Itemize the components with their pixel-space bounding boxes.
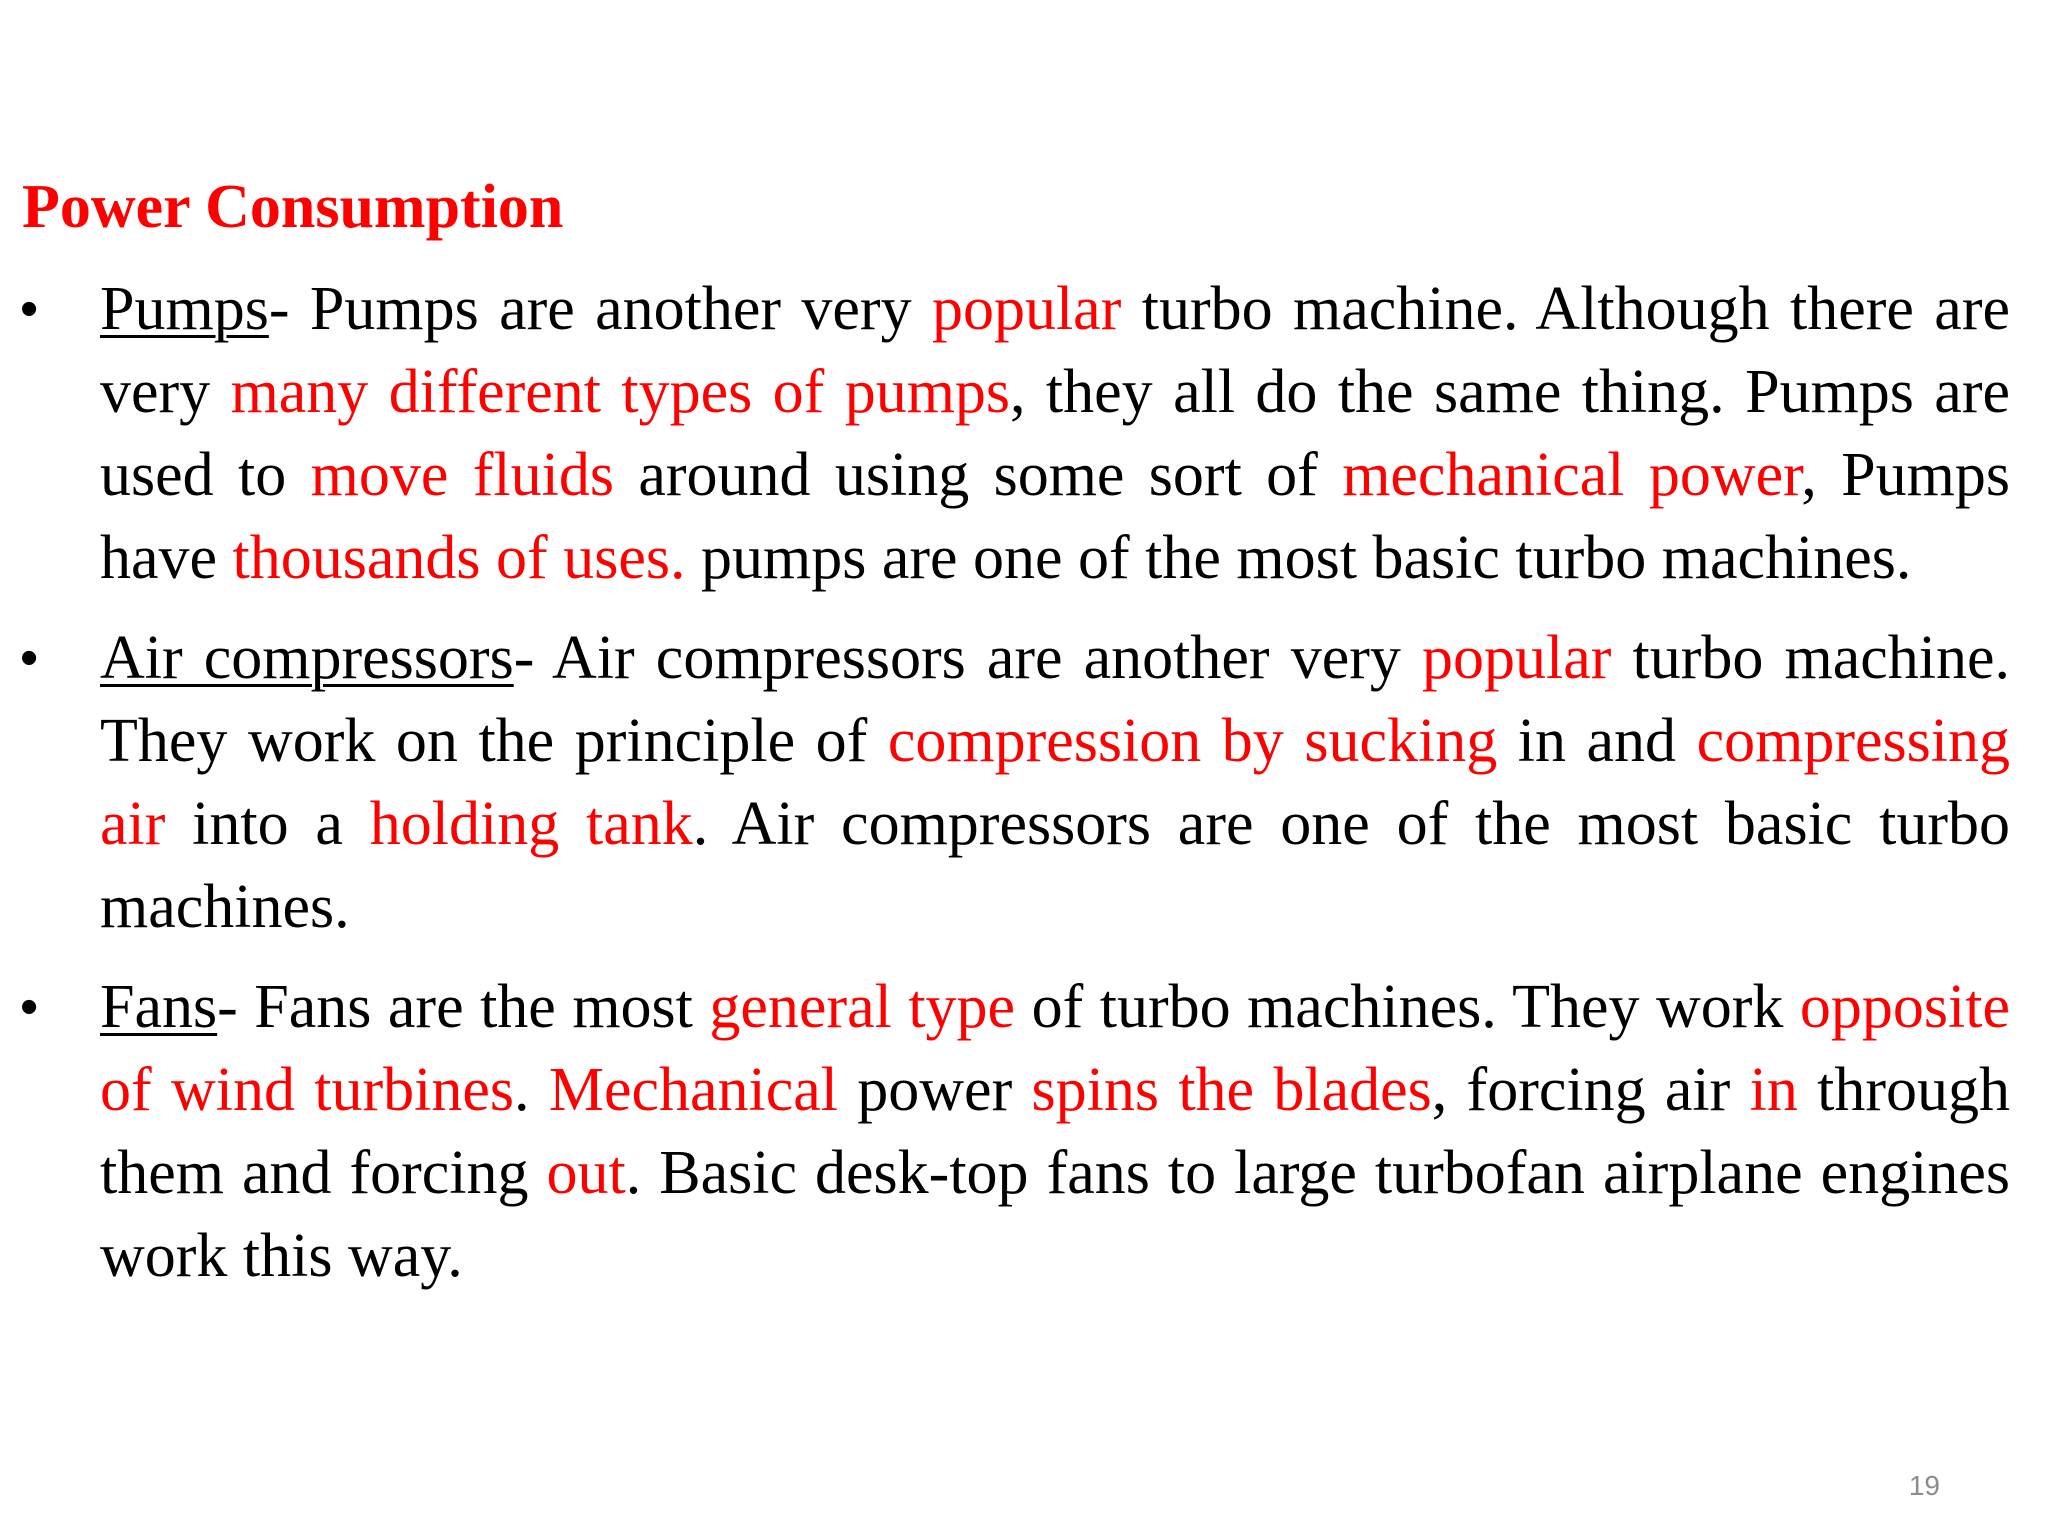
- text-span: , forcing air: [1431, 1056, 1750, 1124]
- highlight-span: out: [546, 1139, 626, 1207]
- highlight-span: thousands of uses.: [232, 524, 686, 592]
- slide-title: Power Consumption: [22, 173, 564, 241]
- highlight-span: popular: [1421, 624, 1612, 692]
- text-span: - Air compressors are another very: [513, 624, 1422, 692]
- page-number: 19: [1908, 1470, 1940, 1501]
- text-span: power: [837, 1056, 1032, 1124]
- term-fans: Fans: [100, 973, 218, 1041]
- term-pumps: Pumps: [100, 275, 269, 343]
- highlight-span: many different types of pumps: [230, 358, 1011, 426]
- text-span: of turbo machines. They work: [1015, 973, 1800, 1041]
- bullet-icon: •: [20, 629, 39, 687]
- text-span: , Pumps have: [100, 441, 2010, 592]
- bullet-fans: [0, 966, 2010, 1298]
- bullet-icon: •: [20, 280, 39, 338]
- bullet-list: [0, 268, 2010, 1315]
- highlight-span: compression by sucking: [887, 707, 1498, 775]
- highlight-span: move fluids: [310, 441, 614, 509]
- bullet-icon: •: [20, 978, 39, 1036]
- bullet-air-compressors: [0, 617, 2010, 949]
- term-air-compressors: Air compressors: [100, 624, 514, 692]
- text-span: . Air compressors are one of the most basic turbo machines.: [100, 790, 2010, 941]
- highlight-span: holding tank: [369, 790, 693, 858]
- text-span: - Pumps are another very: [268, 275, 932, 343]
- text-span: in and: [1497, 707, 1697, 775]
- highlight-span: mechanical power: [1342, 441, 1802, 509]
- text-span: - Fans are the most: [217, 973, 710, 1041]
- text-span: into a: [165, 790, 370, 858]
- text-span: turbo machine. They work on the principle of: [100, 624, 2010, 775]
- highlight-span: popular: [931, 275, 1122, 343]
- bullet-pumps: [0, 268, 2010, 600]
- text-span: pumps are one of the most basic turbo machines.: [685, 524, 1912, 592]
- highlight-span: compressing air: [100, 707, 2010, 858]
- highlight-span: Mechanical: [548, 1056, 838, 1124]
- text-span: around using some sort of: [613, 441, 1343, 509]
- text-span: , they all do the same thing. Pumps are used to: [100, 358, 2010, 509]
- highlight-span: spins the blades: [1031, 1056, 1432, 1124]
- text-span: turbo machine. Although there are very: [100, 275, 2010, 426]
- text-span: through them and forcing: [100, 1056, 2011, 1207]
- highlight-span: in: [1749, 1056, 1798, 1124]
- highlight-span: opposite of wind turbines: [100, 973, 2011, 1124]
- text-span: . Basic desk-top fans to large turbofan airplane engines work this way.: [100, 1139, 2010, 1290]
- text-span: .: [514, 1056, 549, 1124]
- highlight-span: general type: [709, 973, 1016, 1041]
